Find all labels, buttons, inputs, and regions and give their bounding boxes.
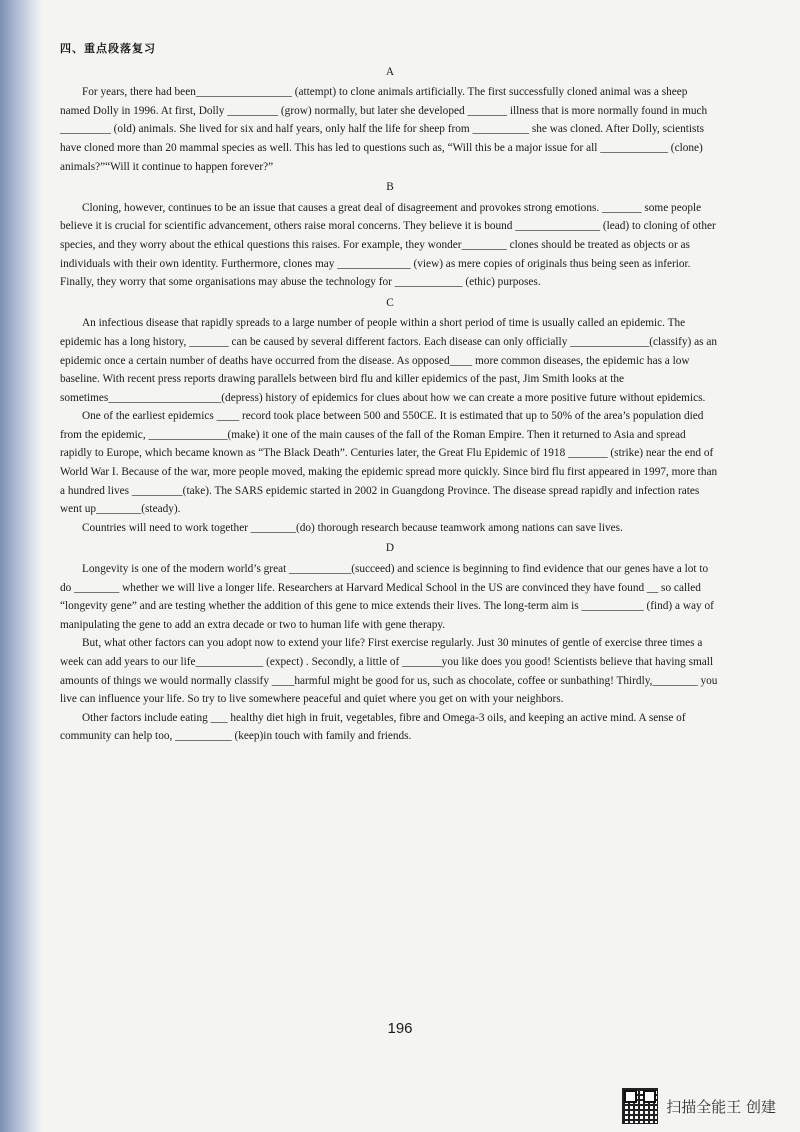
passage-paragraph: For years, there had been_________________ (attempt) to clone animals artificially. The first successfully cloned animal was a sheep named Dolly in 1996. At first, Dolly _________ (grow) normally, but later she developed _______ illness that is more normally found in much _________ (old) animals. She lived for six and half years, only half the life for sheep from __________ she was cloned. After Dolly, scientists have cloned more than 20 mammal species as well. This has led to questions such as, “Will this be a major issue for all ____________ (clone) animals?”“Will it continue to happen forever?” — [60, 86, 708, 173]
page-binding-edge — [0, 0, 42, 1132]
passage-paragraph: Countries will need to work together ________(do) thorough research because teamwork among nations can save lives. — [82, 521, 623, 534]
passage-paragraph: Cloning, however, continues to be an issue that causes a great deal of disagreement and provokes strong emotions. _______ some people believe it is crucial for scientific advancement, others raise moral concerns. They believe it is bound _______________ (lead) to cloning of other species, and they worry about the ethical questions this raises. For example, they wonder________ clones should be treated as objects or as individuals with their own identity. Furthermore, clones may _____________ (view) as mere copies of originals thus being seen as inferior. Finally, they worry that some organisations may abuse the technology for ____________ (ethic) purposes. — [60, 201, 716, 289]
qr-code-icon — [622, 1088, 658, 1124]
scanner-watermark — [622, 1088, 776, 1124]
passage-a — [60, 63, 720, 177]
passage-label: C — [386, 296, 394, 309]
passage-paragraph: Other factors include eating ___ healthy diet high in fruit, vegetables, fibre and Omega-3 oils, and keeping an active mind. A sense of community can help too, __________ (keep)in touch with family and friends. — [60, 711, 686, 743]
passage-paragraph: One of the earliest epidemics ____ record took place between 500 and 550CE. It is estimated that up to 50% of the area’s population died from the epidemic, ______________(make) it one of the main causes of the fall of the Roman Empire. Then it returned to Asia and spread rapidly to Europe, which became known as “The Black Death”. Centuries later, the Great Flu Epidemic of 1918 _______ (strike) near the end of World War I. Because of the war, more people moved, making the epidemic spread more quickly. Since bird flu first appeared in 1997, more than a hundred lives _________(take). The SARS epidemic started in 2002 in Guangdong Province. The disease spread rapidly and infection rates went up________(steady). — [60, 410, 718, 516]
passage-label: B — [386, 181, 394, 194]
page-number: 196 — [387, 1020, 413, 1037]
passage-label: D — [385, 542, 395, 555]
document-page — [60, 30, 720, 746]
passage-d — [60, 539, 720, 746]
passage-paragraph: But, what other factors can you adopt now to extend your life? First exercise regularly. Just 30 minutes of gentle of exercise three times a week can add years to our life____________ (expect) . Secondly, a little of _______you like does you good! Scientists believe that having small amounts of things we would normally classify ____harmful might be good for us, such as chocolate, coffee or sunbathing! Thirdly,________ you live can influence your life. So try to live somewhere peaceful and quiet where you get on with your neighbors. — [60, 637, 718, 706]
section-heading: 四、重点段落复习 — [60, 42, 156, 55]
passage-b — [60, 178, 720, 292]
passage-c — [60, 294, 720, 538]
passage-label: A — [385, 65, 395, 78]
passage-paragraph: Longevity is one of the modern world’s great ___________(succeed) and science is beginning to find evidence that our genes have a lot to do ________ whether we will live a longer life. Researchers at Harvard Medical School in the US are convinced they have found __ so called “longevity gene” and are testing whether the addition of this gene to mice extends their lives. The long-term aim is ___________ (find) a way of manipulating the gene to add an extra decade or two to human life with gene therapy. — [60, 563, 714, 631]
passage-paragraph: An infectious disease that rapidly spreads to a large number of people within a short period of time is usually called an epidemic. The epidemic has a long history, _______ can be caused by several different factors. Each disease can only officially ______________(classify) as an epidemic once a certain number of deaths have occurred from the disease. As opposed____ more common diseases, the epidemic has a low baseline. With recent press reports drawing parallels between bird flu and killer epidemics of the past, Jim Smith looks at the sometimes____________________(depress) history of epidemics for clues about how we can create a more positive future without epidemics. — [60, 317, 718, 404]
scanner-text: 扫描全能王 创建 — [666, 1097, 776, 1116]
